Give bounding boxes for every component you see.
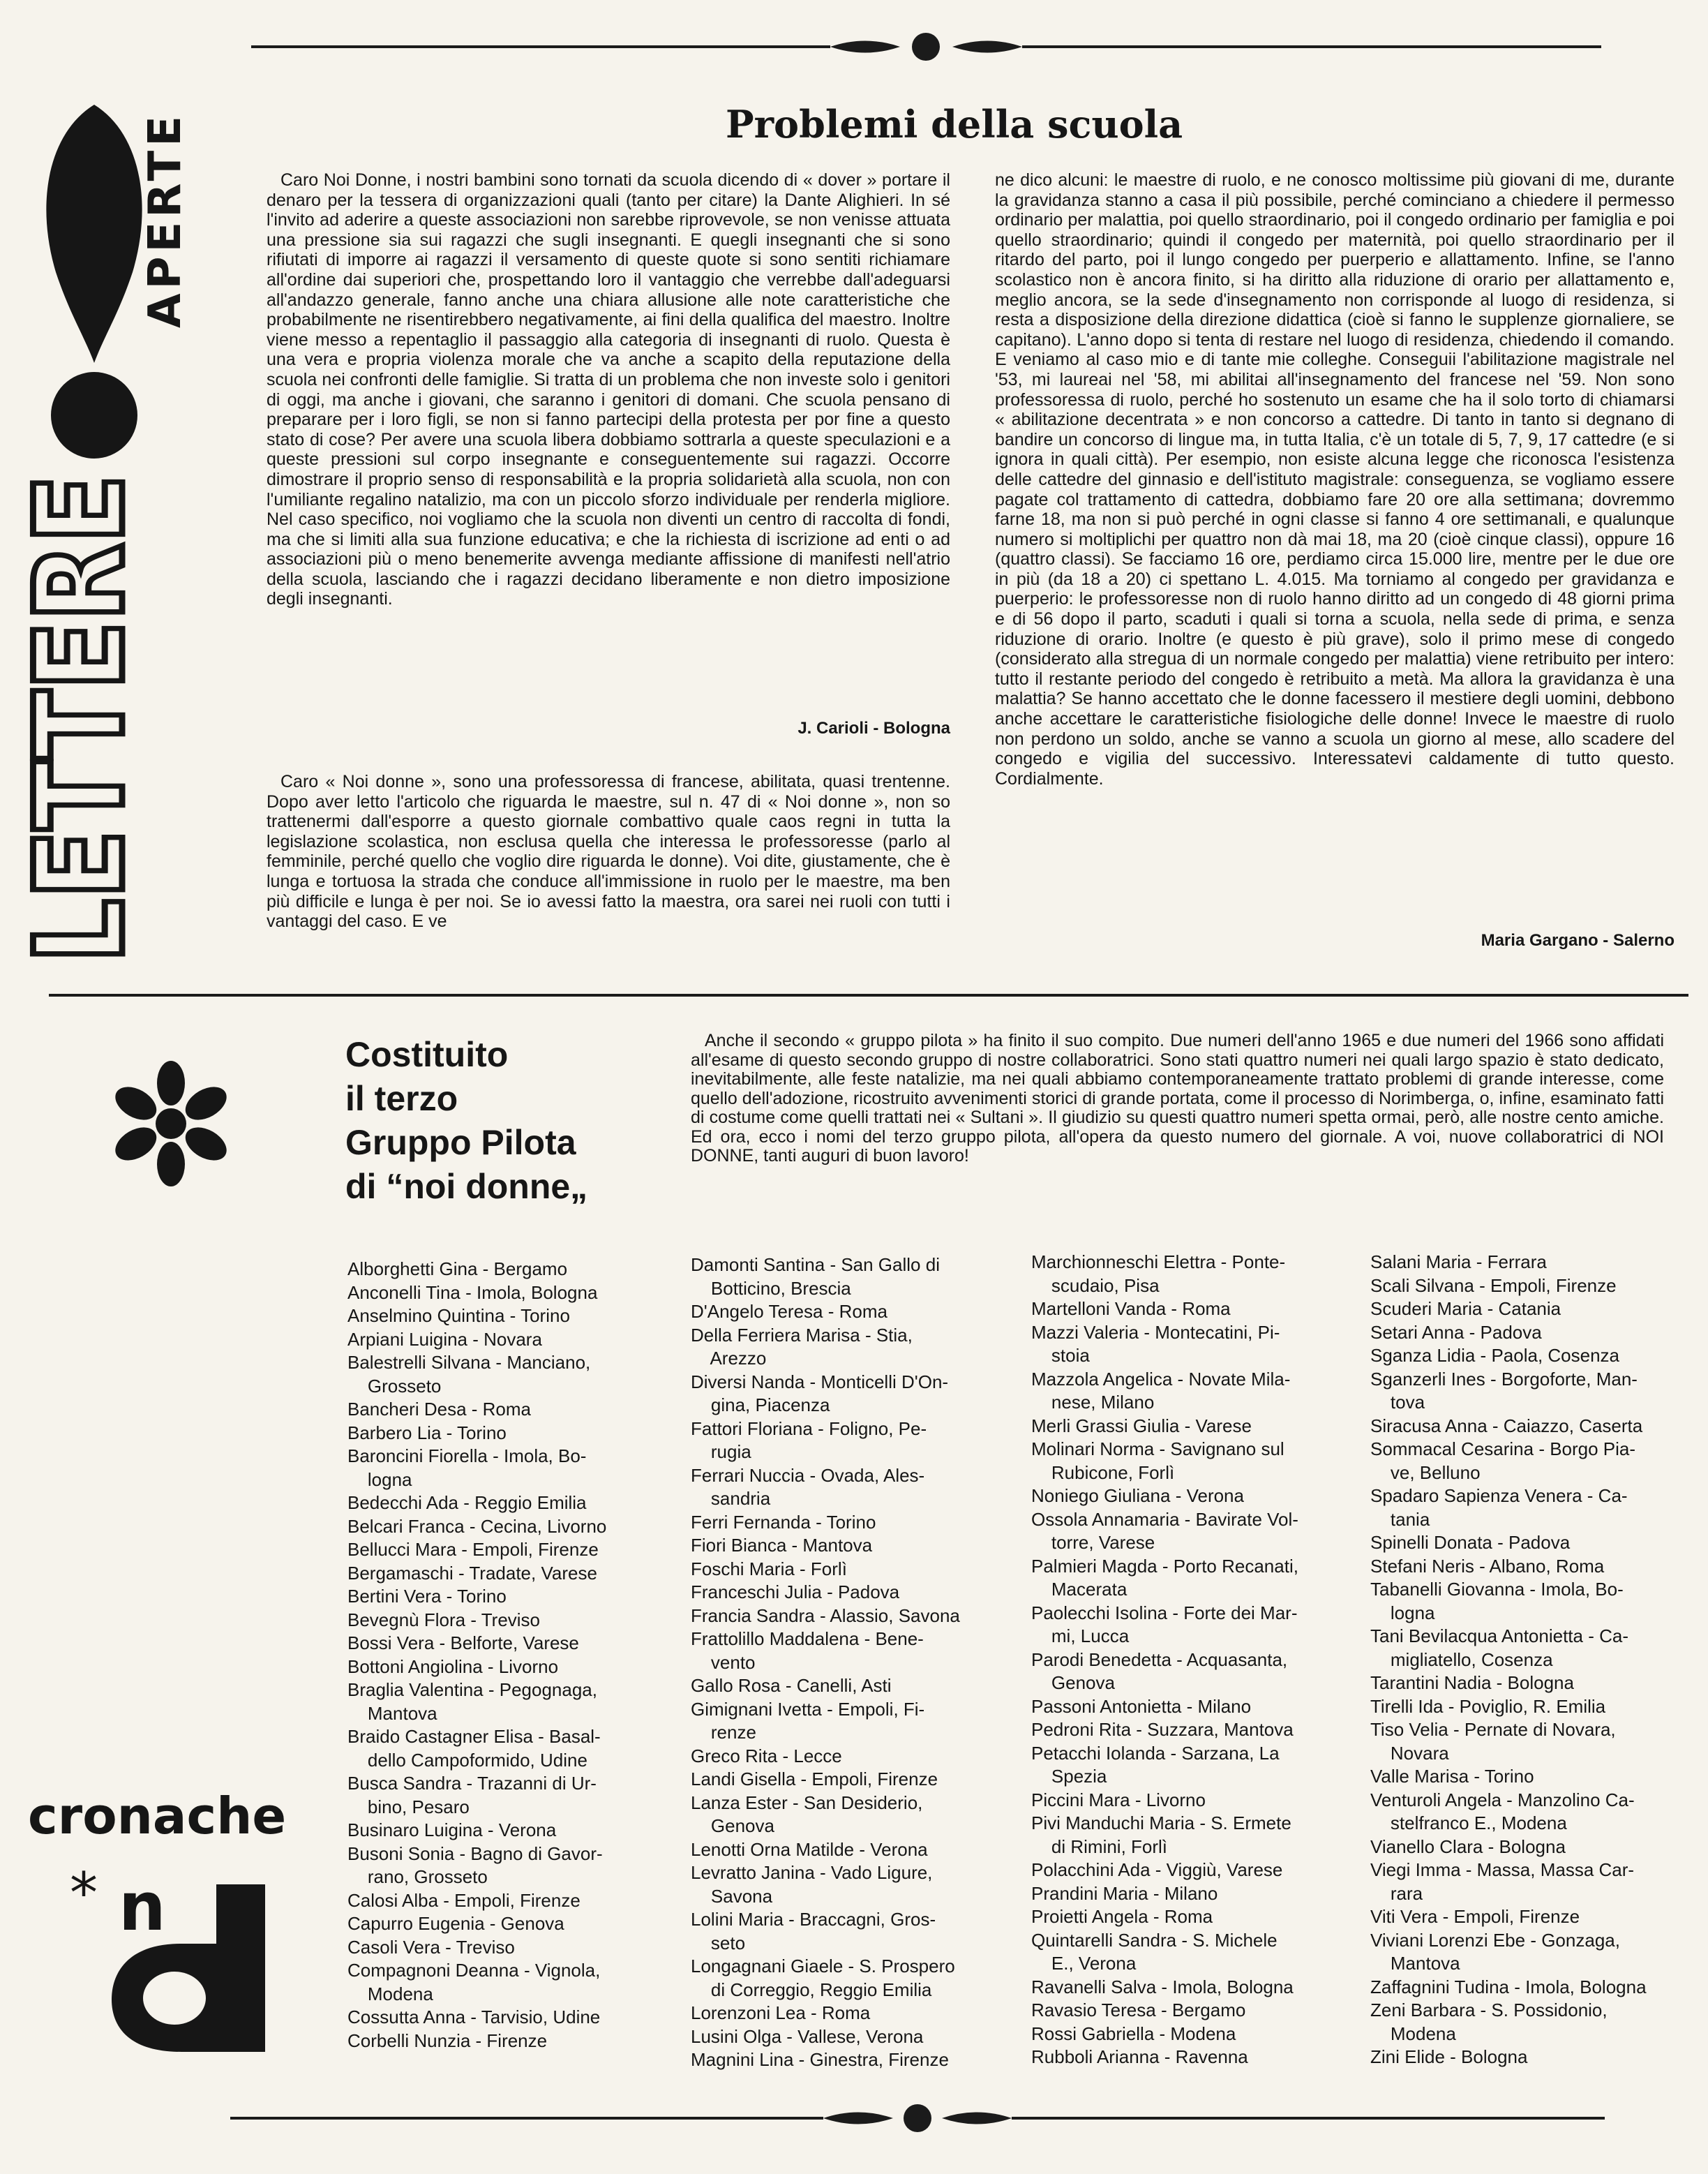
collaborator-entry: Ravasio Teresa - Bergamo — [1031, 2000, 1246, 2020]
collaborator-entry: Bertini Vera - Torino — [347, 1586, 507, 1607]
collaborator-entry: Bedecchi Ada - Reggio Emilia — [347, 1492, 587, 1513]
collaborator-entry: Viegi Imma - Massa, Massa Car- — [1370, 1859, 1635, 1880]
collaborator-entry: Macerata — [1031, 1579, 1128, 1600]
collaborator-entry: E., Verona — [1031, 1953, 1137, 1974]
collaborator-entry: Mantova — [1370, 1953, 1460, 1974]
collaborator-entry: Genova — [1031, 1672, 1115, 1693]
collaborator-entry: Franceschi Julia - Padova — [691, 1581, 900, 1602]
collaborator-entry: Piccini Mara - Livorno — [1031, 1789, 1206, 1810]
collaborator-entry: Baroncini Fiorella - Imola, Bo- — [347, 1445, 587, 1466]
collaborator-entry: scudaio, Pisa — [1031, 1274, 1160, 1296]
section-divider — [49, 994, 1688, 997]
collaborator-entry: Molinari Norma - Savignano sul — [1031, 1438, 1284, 1459]
collaborator-entry: Arpiani Luigina - Novara — [347, 1328, 542, 1350]
collaborator-entry: Zini Elide - Bologna — [1370, 2046, 1528, 2067]
collaborator-entry: gina, Piacenza — [691, 1394, 830, 1415]
cronache-title-line: Gruppo Pilota — [345, 1123, 576, 1162]
collaborator-entry: Sganza Lidia - Paola, Cosenza — [1370, 1345, 1620, 1366]
collaborator-entry: Barbero Lia - Torino — [347, 1422, 507, 1443]
collaborator-entry: Businaro Luigina - Verona — [347, 1819, 557, 1840]
collaborator-entry: Tiso Velia - Pernate di Novara, — [1370, 1719, 1616, 1740]
collaborator-entry: Spezia — [1031, 1766, 1107, 1787]
collaborator-entry: Rubboli Arianna - Ravenna — [1031, 2046, 1248, 2067]
collaborator-entry: Ferrari Nuccia - Ovada, Ales- — [691, 1464, 925, 1486]
collaborator-entry: Ravanelli Salva - Imola, Bologna — [1031, 1976, 1294, 1997]
names-column-1 — [347, 1258, 668, 2053]
collaborator-entry: Francia Sandra - Alassio, Savona — [691, 1605, 960, 1626]
letter2-text-part2: ne dico alcuni: le maestre di ruolo, e ne conosco moltissime più giovani di me, durante la gravidanza stanno a casa il più possibile, perché cominciano a chiedere il permesso ordinario per malattia, poi quello straordinario, poi il congedo ordinario per famiglia e poi quello straordinario; quindi il congedo per maternità, poi quello straordinario per il ritardo del parto, poi il lungo congedo per puerperio e allattamento. Infine, se l'anno scolastico non è ancora finito, si ha diritto alla riduzione di orario per allattamento e, meglio ancora, se la sede d'insegnamento non corrisponde al luogo di residenza, si resta a disposizione della direzione didattica (cioè si fanno le supplenze giornaliere, se capitano). L'anno dopo si tenta di restare nel luogo di residenza, chiedendo il comando. E veniamo al caso mio e di tante mie colleghe. Conseguii l'abilitazione magistrale nel '53, mi laureai nel '58, mi abilitai all'insegnamento del francese nel '59. Non sono professoressa di ruolo, perché ho sostenuto un esame che ha il solo torto di chiamarsi « abilitazione decentrata » e non concorso a cattedre. Di tanto in tanto si degnano di bandire un concorso di lingue ma, in tutta Italia, c'è un totale di 5, 7, 9, 17 cattedre (e si ignora in quali città). Per esempio, non esiste alcuna legge che riconosca l'esistenza delle cattedre del ginnasio e dell'istituto magistrale: conseguenza, se vogliamo essere pagate col trattamento di cattedra, dobbiamo fare 20 ore alla settimana; dovremmo farne 18, ma non si può perché in ogni classe si fanno 4 ore settimanali, e qualunque numero si moltiplichi per quattro non dà mai 18, ma 20 (cioè cinque classi), oppure 16 (quattro classi). Se facciamo 16 ore, perdiamo circa 15.000 lire, mentre per le due ore in più (da 18 a 20) ci spettano L. 4.015. Ma torniamo al congedo per gravidanza e puerperio: le professoresse non di ruolo hanno diritto ad un congedo di 48 giorni prima e di 56 dopo il parto, scaduti i quali si torna a scuola, nella sede di prima, e senza riduzione di orario. Inoltre (e questo è più grave), solo il primo mese di congedo (considerato alla stregua di un normale congedo per malattia) viene retribuito per intero: tutto il restante periodo del congedo è retribuito a metà. Ma allora la gravidanza è una malattia? Se hanno accettato che le donne facessero il mestiere degli uomini, debbono anche accettare le caratteristiche fisiologiche delle donne! Invece le maestre di ruolo non perdono un soldo, anche se vanno a scuola un giorno al mese, allo scadere del congedo e vigilia del successivo. Interessatevi caldamente di tutto questo. Cordialmente. — [995, 170, 1675, 789]
collaborator-entry: stoia — [1031, 1345, 1090, 1366]
collaborator-entry: Marchionneschi Elettra - Ponte- — [1031, 1251, 1286, 1272]
collaborator-entry: Tabanelli Giovanna - Imola, Bo- — [1370, 1579, 1624, 1600]
collaborator-entry: Polacchini Ada - Viggiù, Varese — [1031, 1859, 1283, 1880]
collaborator-entry: Bellucci Mara - Empoli, Firenze — [347, 1539, 599, 1560]
collaborator-entry: Calosi Alba - Empoli, Firenze — [347, 1889, 580, 1911]
collaborator-entry: Magnini Lina - Ginestra, Firenze — [691, 2049, 949, 2070]
collaborator-entry: Cossutta Anna - Tarvisio, Udine — [347, 2007, 601, 2027]
collaborator-entry: rano, Grosseto — [347, 1866, 488, 1887]
collaborator-entry: nese, Milano — [1031, 1392, 1155, 1413]
collaborator-entry: Passoni Antonietta - Milano — [1031, 1695, 1252, 1717]
collaborator-entry: Bancheri Desa - Roma — [347, 1399, 531, 1420]
names-column-2 — [691, 1253, 1012, 2072]
collaborator-entry: bino, Pesaro — [347, 1796, 470, 1817]
collaborator-entry: Diversi Nanda - Monticelli D'On- — [691, 1371, 949, 1392]
collaborator-entry: Casoli Vera - Treviso — [347, 1936, 515, 1958]
collaborator-entry: logna — [347, 1468, 412, 1490]
collaborator-entry: Paolecchi Isolina - Forte dei Mar- — [1031, 1602, 1298, 1623]
collaborator-entry: sandria — [691, 1488, 771, 1509]
collaborator-entry: Salani Maria - Ferrara — [1370, 1251, 1547, 1272]
collaborator-entry: Lolini Maria - Braccagni, Gros- — [691, 1909, 936, 1930]
collaborator-entry: rugia — [691, 1441, 751, 1462]
collaborator-entry: Prandini Maria - Milano — [1031, 1882, 1218, 1904]
letter1-signature: J. Carioli - Bologna — [797, 719, 950, 738]
nd-logo — [70, 1863, 279, 2059]
collaborator-entry: Landi Gisella - Empoli, Firenze — [691, 1769, 938, 1789]
collaborator-entry: Lorenzoni Lea - Roma — [691, 2002, 871, 2023]
collaborator-entry: Spadaro Sapienza Venera - Ca- — [1370, 1485, 1628, 1506]
collaborator-entry: Longagnani Giaele - S. Prospero — [691, 1956, 955, 1976]
svg-text:n: n — [119, 1869, 166, 1946]
collaborator-entry: Corbelli Nunzia - Firenze — [347, 2030, 548, 2051]
svg-text:*: * — [70, 1861, 98, 1926]
collaborator-entry: di Rimini, Forlì — [1031, 1836, 1168, 1857]
collaborator-entry: Sganzerli Ines - Borgoforte, Man- — [1370, 1368, 1638, 1390]
collaborator-entry: Tirelli Ida - Poviglio, R. Emilia — [1370, 1695, 1606, 1717]
collaborator-entry: Mazzi Valeria - Montecatini, Pi- — [1031, 1321, 1280, 1343]
collaborator-entry: Viti Vera - Empoli, Firenze — [1370, 1906, 1580, 1927]
collaborator-entry: Grosseto — [347, 1375, 442, 1397]
collaborator-entry: Siracusa Anna - Caiazzo, Caserta — [1370, 1415, 1643, 1436]
collaborator-entry: ve, Belluno — [1370, 1461, 1481, 1483]
collaborator-entry: Mantova — [347, 1702, 437, 1724]
collaborator-entry: Vianello Clara - Bologna — [1370, 1836, 1566, 1857]
collaborator-entry: Foschi Maria - Forlì — [691, 1558, 847, 1579]
cronache-title-line: il terzo — [345, 1079, 458, 1118]
article-title: Problemi della scuola — [726, 102, 1183, 147]
collaborator-entry: Stefani Neris - Albano, Roma — [1370, 1555, 1605, 1577]
collaborator-entry: Setari Anna - Padova — [1370, 1321, 1542, 1343]
collaborator-entry: Belcari Franca - Cecina, Livorno — [347, 1515, 607, 1537]
collaborator-entry: Tarantini Nadia - Bologna — [1370, 1672, 1574, 1693]
collaborator-entry: Petacchi Iolanda - Sarzana, La — [1031, 1742, 1280, 1764]
collaborator-entry: Gallo Rosa - Canelli, Asti — [691, 1675, 892, 1696]
names-column-3 — [1031, 1251, 1352, 2069]
collaborator-entry: stelfranco E., Modena — [1370, 1812, 1567, 1833]
collaborator-entry: Rossi Gabriella - Modena — [1031, 2023, 1236, 2044]
collaborator-entry: Braido Castagner Elisa - Basal- — [347, 1726, 601, 1747]
collaborator-entry: Della Ferriera Marisa - Stia, — [691, 1324, 913, 1346]
collaborator-entry: Fiori Bianca - Mantova — [691, 1535, 873, 1556]
collaborator-entry: mi, Lucca — [1031, 1625, 1130, 1646]
cronache-title-line: di “noi donne„ — [345, 1167, 588, 1206]
collaborator-entry: Venturoli Angela - Manzolino Ca- — [1370, 1789, 1635, 1810]
collaborator-entry: Balestrelli Silvana - Manciano, — [347, 1352, 591, 1373]
collaborator-entry: Arezzo — [691, 1348, 767, 1369]
collaborator-entry: Levratto Janina - Vado Ligure, — [691, 1862, 933, 1883]
collaborator-entry: Tani Bevilacqua Antonietta - Ca- — [1370, 1625, 1628, 1646]
collaborator-entry: Merli Grassi Giulia - Varese — [1031, 1415, 1252, 1436]
collaborator-entry: Spinelli Donata - Padova — [1370, 1532, 1571, 1553]
cronache-title — [345, 1033, 587, 1209]
collaborator-entry: Bevegnù Flora - Treviso — [347, 1609, 541, 1630]
collaborator-entry: Valle Marisa - Torino — [1370, 1766, 1534, 1787]
collaborator-entry: Ossola Annamaria - Bavirate Vol- — [1031, 1508, 1298, 1530]
collaborator-entry: Scali Silvana - Empoli, Firenze — [1370, 1274, 1617, 1296]
collaborator-entry: Rubicone, Forlì — [1031, 1461, 1175, 1483]
cronache-intro: Anche il secondo « gruppo pilota » ha finito il suo compito. Due numeri dell'anno 1965 e due numeri del 1966 sono affidati all'esame di questo secondo gruppo di nostre collaboratrici. Sono stati quattro numeri nei quali largo spazio è stato dedicato, inevitabilmente, alle feste natalizie, ma nei quali abbiamo contemporaneamente trattato problemi di grande interesse, come quello dell'adozione, ricostruito avvenimenti storici di grande portata, come il processo di Norimberga, o, infine, esaminato fatti di costume come quelli trattati nei « Sultani ». Il giudizio su questi quattro numeri spetta ormai, però, alle nostre cento amiche. Ed ora, ecco i nomi del terzo gruppo pilota, all'opera da questo numero del giornale. A voi, nuove collaboratrici di NOI DONNE, tanti auguri di buon lavoro! — [691, 1031, 1664, 1166]
lettere-text: LETTERE — [10, 371, 151, 963]
collaborator-entry: Zeni Barbara - S. Possidonio, — [1370, 2000, 1608, 2020]
top-ornament — [251, 29, 1601, 64]
cronache-word: cronache — [28, 1787, 287, 1845]
collaborator-entry: renze — [691, 1722, 756, 1743]
collaborator-entry: Sommacal Cesarina - Borgo Pia- — [1370, 1438, 1636, 1459]
collaborator-entry: tova — [1370, 1392, 1425, 1413]
collaborator-entry: Mazzola Angelica - Novate Mila- — [1031, 1368, 1291, 1390]
collaborator-entry: Martelloni Vanda - Roma — [1031, 1298, 1231, 1319]
collaborator-entry: Botticino, Brescia — [691, 1277, 851, 1299]
collaborator-entry: Scuderi Maria - Catania — [1370, 1298, 1561, 1319]
collaborator-entry: Busca Sandra - Trazanni di Ur- — [347, 1773, 597, 1794]
collaborator-entry: Frattolillo Maddalena - Bene- — [691, 1628, 924, 1649]
collaborator-entry: migliatello, Cosenza — [1370, 1648, 1553, 1670]
collaborator-entry: Lanza Ester - San Desiderio, — [691, 1792, 923, 1813]
collaborator-entry: di Correggio, Reggio Emilia — [691, 1979, 932, 2000]
collaborator-entry: Proietti Angela - Roma — [1031, 1906, 1213, 1927]
collaborator-entry: Noniego Giuliana - Verona — [1031, 1485, 1244, 1506]
collaborator-entry: Modena — [347, 1983, 433, 2004]
collaborator-entry: Braglia Valentina - Pegognaga, — [347, 1679, 597, 1700]
collaborator-entry: Pedroni Rita - Suzzara, Mantova — [1031, 1719, 1294, 1740]
collaborator-entry: Palmieri Magda - Porto Recanati, — [1031, 1555, 1298, 1577]
collaborator-entry: vento — [691, 1651, 756, 1673]
collaborator-entry: dello Campoformido, Udine — [347, 1749, 587, 1771]
collaborator-entry: tania — [1370, 1508, 1430, 1530]
letter2-signature: Maria Gargano - Salerno — [1481, 931, 1675, 950]
collaborator-entry: Parodi Benedetta - Acquasanta, — [1031, 1648, 1288, 1670]
collaborator-entry: Viviani Lorenzi Ebe - Gonzaga, — [1370, 1929, 1620, 1951]
collaborator-entry: Novara — [1370, 1742, 1449, 1764]
collaborator-entry: Lusini Olga - Vallese, Verona — [691, 2025, 924, 2047]
asterisk-icon — [108, 1061, 234, 1186]
collaborator-entry: Alborghetti Gina - Bergamo — [347, 1258, 568, 1279]
collaborator-entry: logna — [1370, 1602, 1435, 1623]
collaborator-entry: Zaffagnini Tudina - Imola, Bologna — [1370, 1976, 1647, 1997]
collaborator-entry: Fattori Floriana - Foligno, Pe- — [691, 1417, 927, 1439]
collaborator-entry: Damonti Santina - San Gallo di — [691, 1254, 940, 1275]
bottom-ornament — [230, 2101, 1605, 2136]
collaborator-entry: torre, Varese — [1031, 1532, 1155, 1553]
collaborator-entry: D'Angelo Teresa - Roma — [691, 1301, 887, 1322]
aperte-label: APERTE — [140, 112, 191, 328]
names-column-4 — [1370, 1251, 1684, 2069]
collaborator-entry: Pivi Manduchi Maria - S. Ermete — [1031, 1812, 1291, 1833]
collaborator-entry: Bergamaschi - Tradate, Varese — [347, 1562, 597, 1584]
collaborator-entry: Ferri Fernanda - Torino — [691, 1511, 876, 1533]
collaborator-entry: Greco Rita - Lecce — [691, 1745, 842, 1766]
letter1-text: Caro Noi Donne, i nostri bambini sono tornati da scuola dicendo di « dover » portare il denaro per la tessera di organizzazioni quali (tanto per citare) la Dante Alighieri. In sé l'invito ad aderire a queste associazioni non sarebbe riprovevole, se non venisse attuata una pressione sia sui ragazzi che sugli insegnanti. E quegli insegnanti che si sono rifiutati di imporre ai ragazzi il versamento di queste quote si sono sentiti richiamare all'ordine dai superiori che, prospettando loro il vantaggio che verrebbe dall'adeguarsi all'andazzo generale, fanno anche una chiara allusione alle note caratteristiche che probabilmente ne risentirebbero negativamente, ai fini della qualifica del maestro. Inoltre viene messo a repentaglio il passaggio alla categoria di insegnanti di ruolo. Questa è una vera e propria violenza morale che va anche a scapito della reputazione della scuola nei confronti delle famiglie. Si tratta di un problema che non investe solo i genitori di oggi, ma anche i giovani, che saranno i genitori di domani. Che scuola pensano di preparare per i loro figli, se non si fanno partecipi della protesta per por fine a questo stato di cose? Per avere una scuola libera dobbiamo sottrarla a queste speculazioni e a queste pressioni sul corpo insegnante e conseguentemente sui ragazzi. Occorre dimostrare il proprio senso di responsabilità e la propria solidarietà alla scuola, non con l'umiliante regalino natalizio, ma con un piccolo sforzo individuale per renderla migliore. Nel caso specifico, noi vogliamo che la scuola non diventi un centro di raccolta di fondi, ma che si limiti alla sua funzione educativa; e che la richiesta di iscrizione ad enti o ad associazioni più o meno benemerite avvenga mediante affissione di manifesti nell'atrio della scuola, lasciando che i ragazzi decidano liberamente e non dietro imposizione degli insegnanti. — [267, 170, 950, 609]
collaborator-entry: Genova — [691, 1815, 774, 1836]
cronache-title-line: Costituito — [345, 1035, 509, 1074]
collaborator-entry: Compagnoni Deanna - Vignola, — [347, 1960, 601, 1981]
collaborator-entry: rara — [1370, 1882, 1423, 1904]
collaborator-entry: Modena — [1370, 2023, 1456, 2044]
collaborator-entry: Anselmino Quintina - Torino — [347, 1305, 570, 1326]
collaborator-entry: Busoni Sonia - Bagno di Gavor- — [347, 1842, 603, 1864]
collaborator-entry: Capurro Eugenia - Genova — [347, 1913, 564, 1934]
collaborator-entry: Gimignani Ivetta - Empoli, Fi- — [691, 1698, 925, 1720]
collaborator-entry: Bossi Vera - Belforte, Varese — [347, 1632, 579, 1653]
collaborator-entry: Bottoni Angiolina - Livorno — [347, 1655, 559, 1677]
collaborator-entry: Savona — [691, 1885, 773, 1907]
collaborator-entry: Anconelli Tina - Imola, Bologna — [347, 1281, 598, 1303]
collaborator-entry: Lenotti Orna Matilde - Verona — [691, 1838, 928, 1860]
collaborator-entry: seto — [691, 1932, 746, 1953]
collaborator-entry: Quintarelli Sandra - S. Michele — [1031, 1929, 1278, 1951]
letter2-text-part1: Caro « Noi donne », sono una professoressa di francese, abilitata, quasi trentenne. Dopo aver letto l'articolo che riguarda le maestre, sul n. 47 di « Noi donne », non so trattenermi dall'esporre a questo giornale combattivo quale caos regni in tutta la legislazione scolastica, non esclusa quella che interessa le professoresse (parlo al femminile, perché quello che voglio dire riguarda le donne). Voi dite, giustamente, che è lunga e tortuosa la strada che conduce all'immissione in ruolo per le maestre, ma ben più difficile e lunga è per noi. Se io avessi fatto la maestra, ora sarei nei ruoli con tutti i vantaggi del caso. E ve — [267, 772, 950, 932]
